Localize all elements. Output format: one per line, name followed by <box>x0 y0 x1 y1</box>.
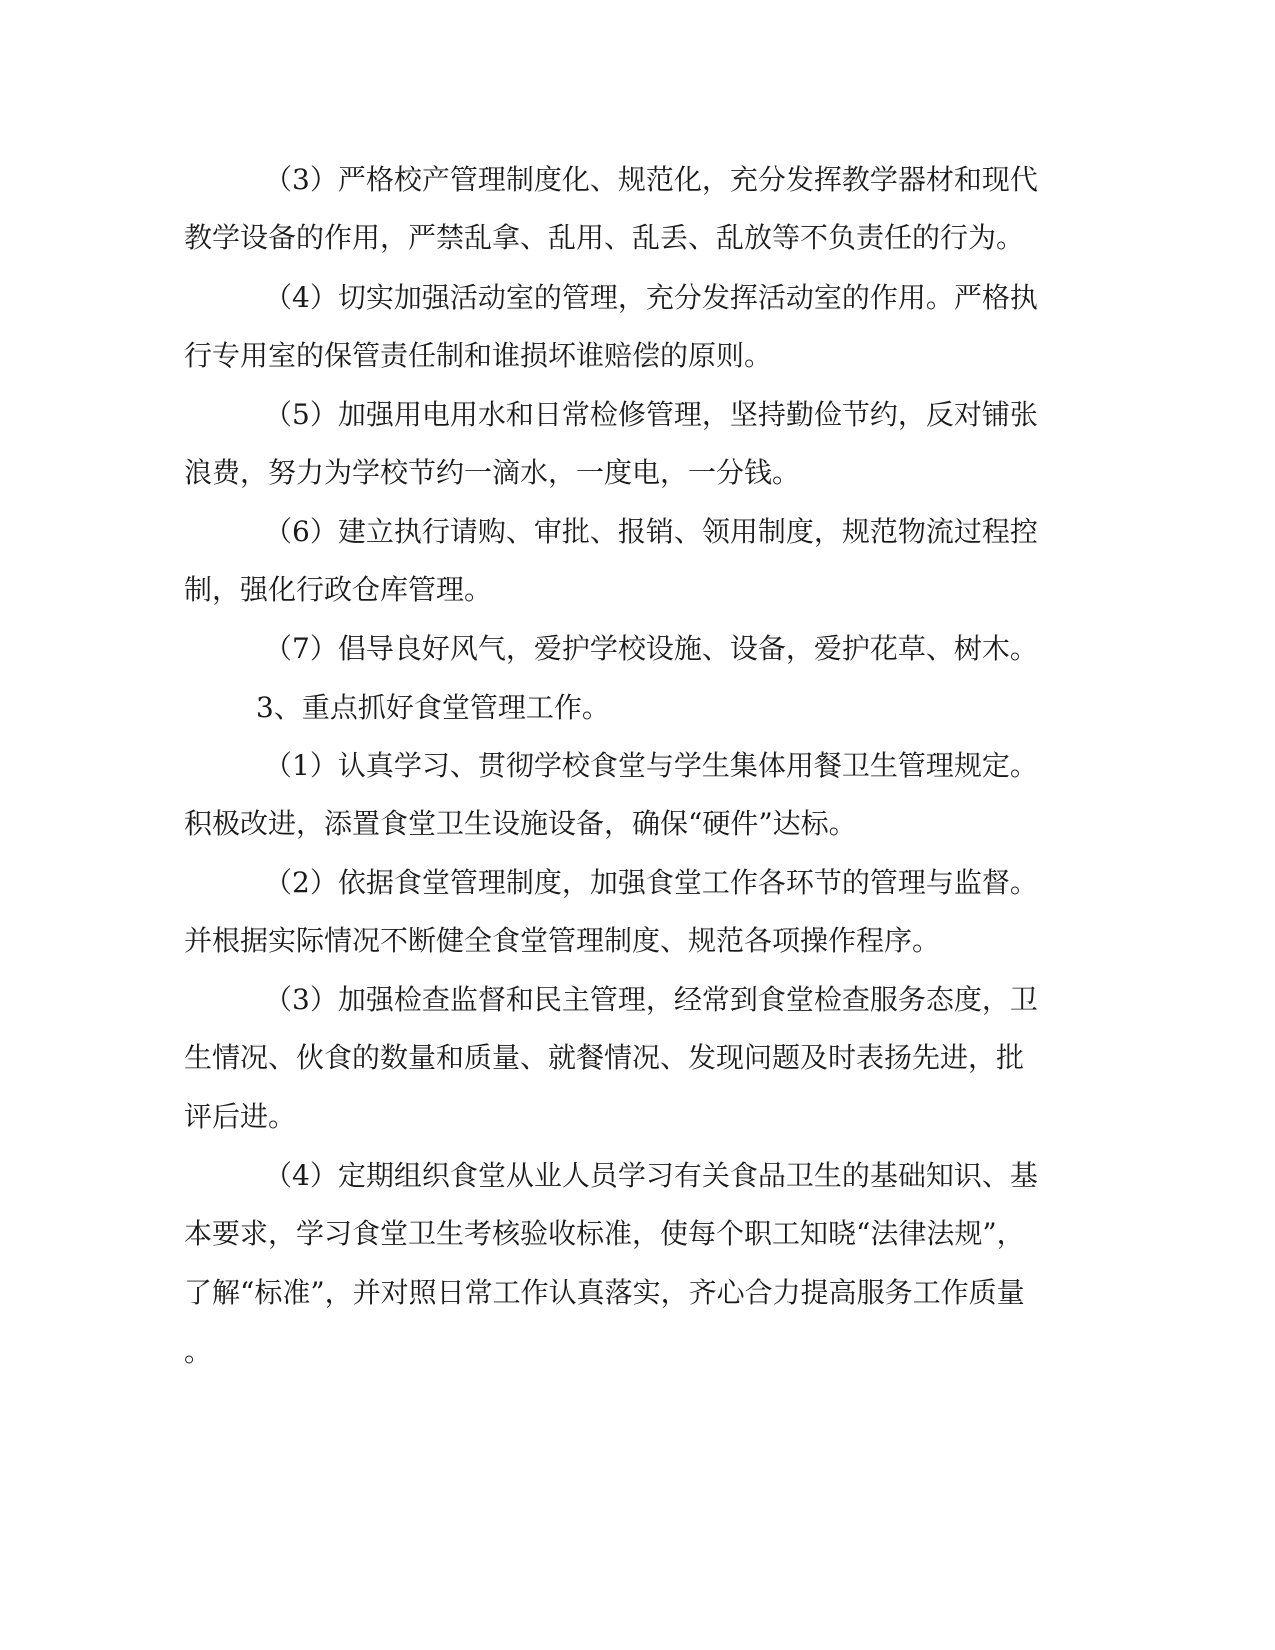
paragraph-5-line-2: 浪费，努力为学校节约一滴水，一度电，一分钱。 <box>184 456 801 489</box>
item-4-line-4: 。 <box>184 1335 213 1368</box>
item-2-line-1: （2）依据食堂管理制度，加强食堂工作各环节的管理与监督。 <box>264 866 1038 899</box>
section-3-heading: 3、重点抓好食堂管理工作。 <box>256 691 610 724</box>
paragraph-7-line-1: （7）倡导良好风气，爱护学校设施、设备，爱护花草、树木。 <box>264 632 1038 665</box>
item-3-line-3: 评后进。 <box>184 1100 297 1133</box>
paragraph-4-line-1: （4）切实加强活动室的管理，充分发挥活动室的作用。严格执 <box>264 281 1038 314</box>
paragraph-4-line-2: 行专用室的保管责任制和谁损坏谁赔偿的原则。 <box>184 339 773 372</box>
item-2-line-2: 并根据实际情况不断健全食堂管理制度、规范各项操作程序。 <box>184 924 941 957</box>
item-4-line-3: 了解“标准”，并对照日常工作认真落实，齐心合力提高服务工作质量 <box>184 1276 1025 1309</box>
paragraph-3-line-1: （3）严格校产管理制度化、规范化，充分发挥教学器材和现代 <box>264 163 1038 196</box>
item-3-line-2: 生情况、伙食的数量和质量、就餐情况、发现问题及时表扬先进，批 <box>184 1041 1025 1074</box>
item-4-line-1: （4）定期组织食堂从业人员学习有关食品卫生的基础知识、基 <box>264 1159 1038 1192</box>
paragraph-5-line-1: （5）加强用电用水和日常检修管理，坚持勤俭节约，反对铺张 <box>264 398 1038 431</box>
paragraph-6-line-2: 制，强化行政仓库管理。 <box>184 573 493 606</box>
paragraph-6-line-1: （6）建立执行请购、审批、报销、领用制度，规范物流过程控 <box>264 515 1038 548</box>
paragraph-3-line-2: 教学设备的作用，严禁乱拿、乱用、乱丢、乱放等不负责任的行为。 <box>184 221 1025 254</box>
item-4-line-2: 本要求，学习食堂卫生考核验收标准，使每个职工知晓“法律法规”， <box>184 1217 1025 1250</box>
item-1-line-1: （1）认真学习、贯彻学校食堂与学生集体用餐卫生管理规定。 <box>264 749 1038 782</box>
item-3-line-1: （3）加强检查监督和民主管理，经常到食堂检查服务态度，卫 <box>264 983 1038 1016</box>
item-1-line-2: 积极改进，添置食堂卫生设施设备，确保“硬件”达标。 <box>184 807 857 840</box>
